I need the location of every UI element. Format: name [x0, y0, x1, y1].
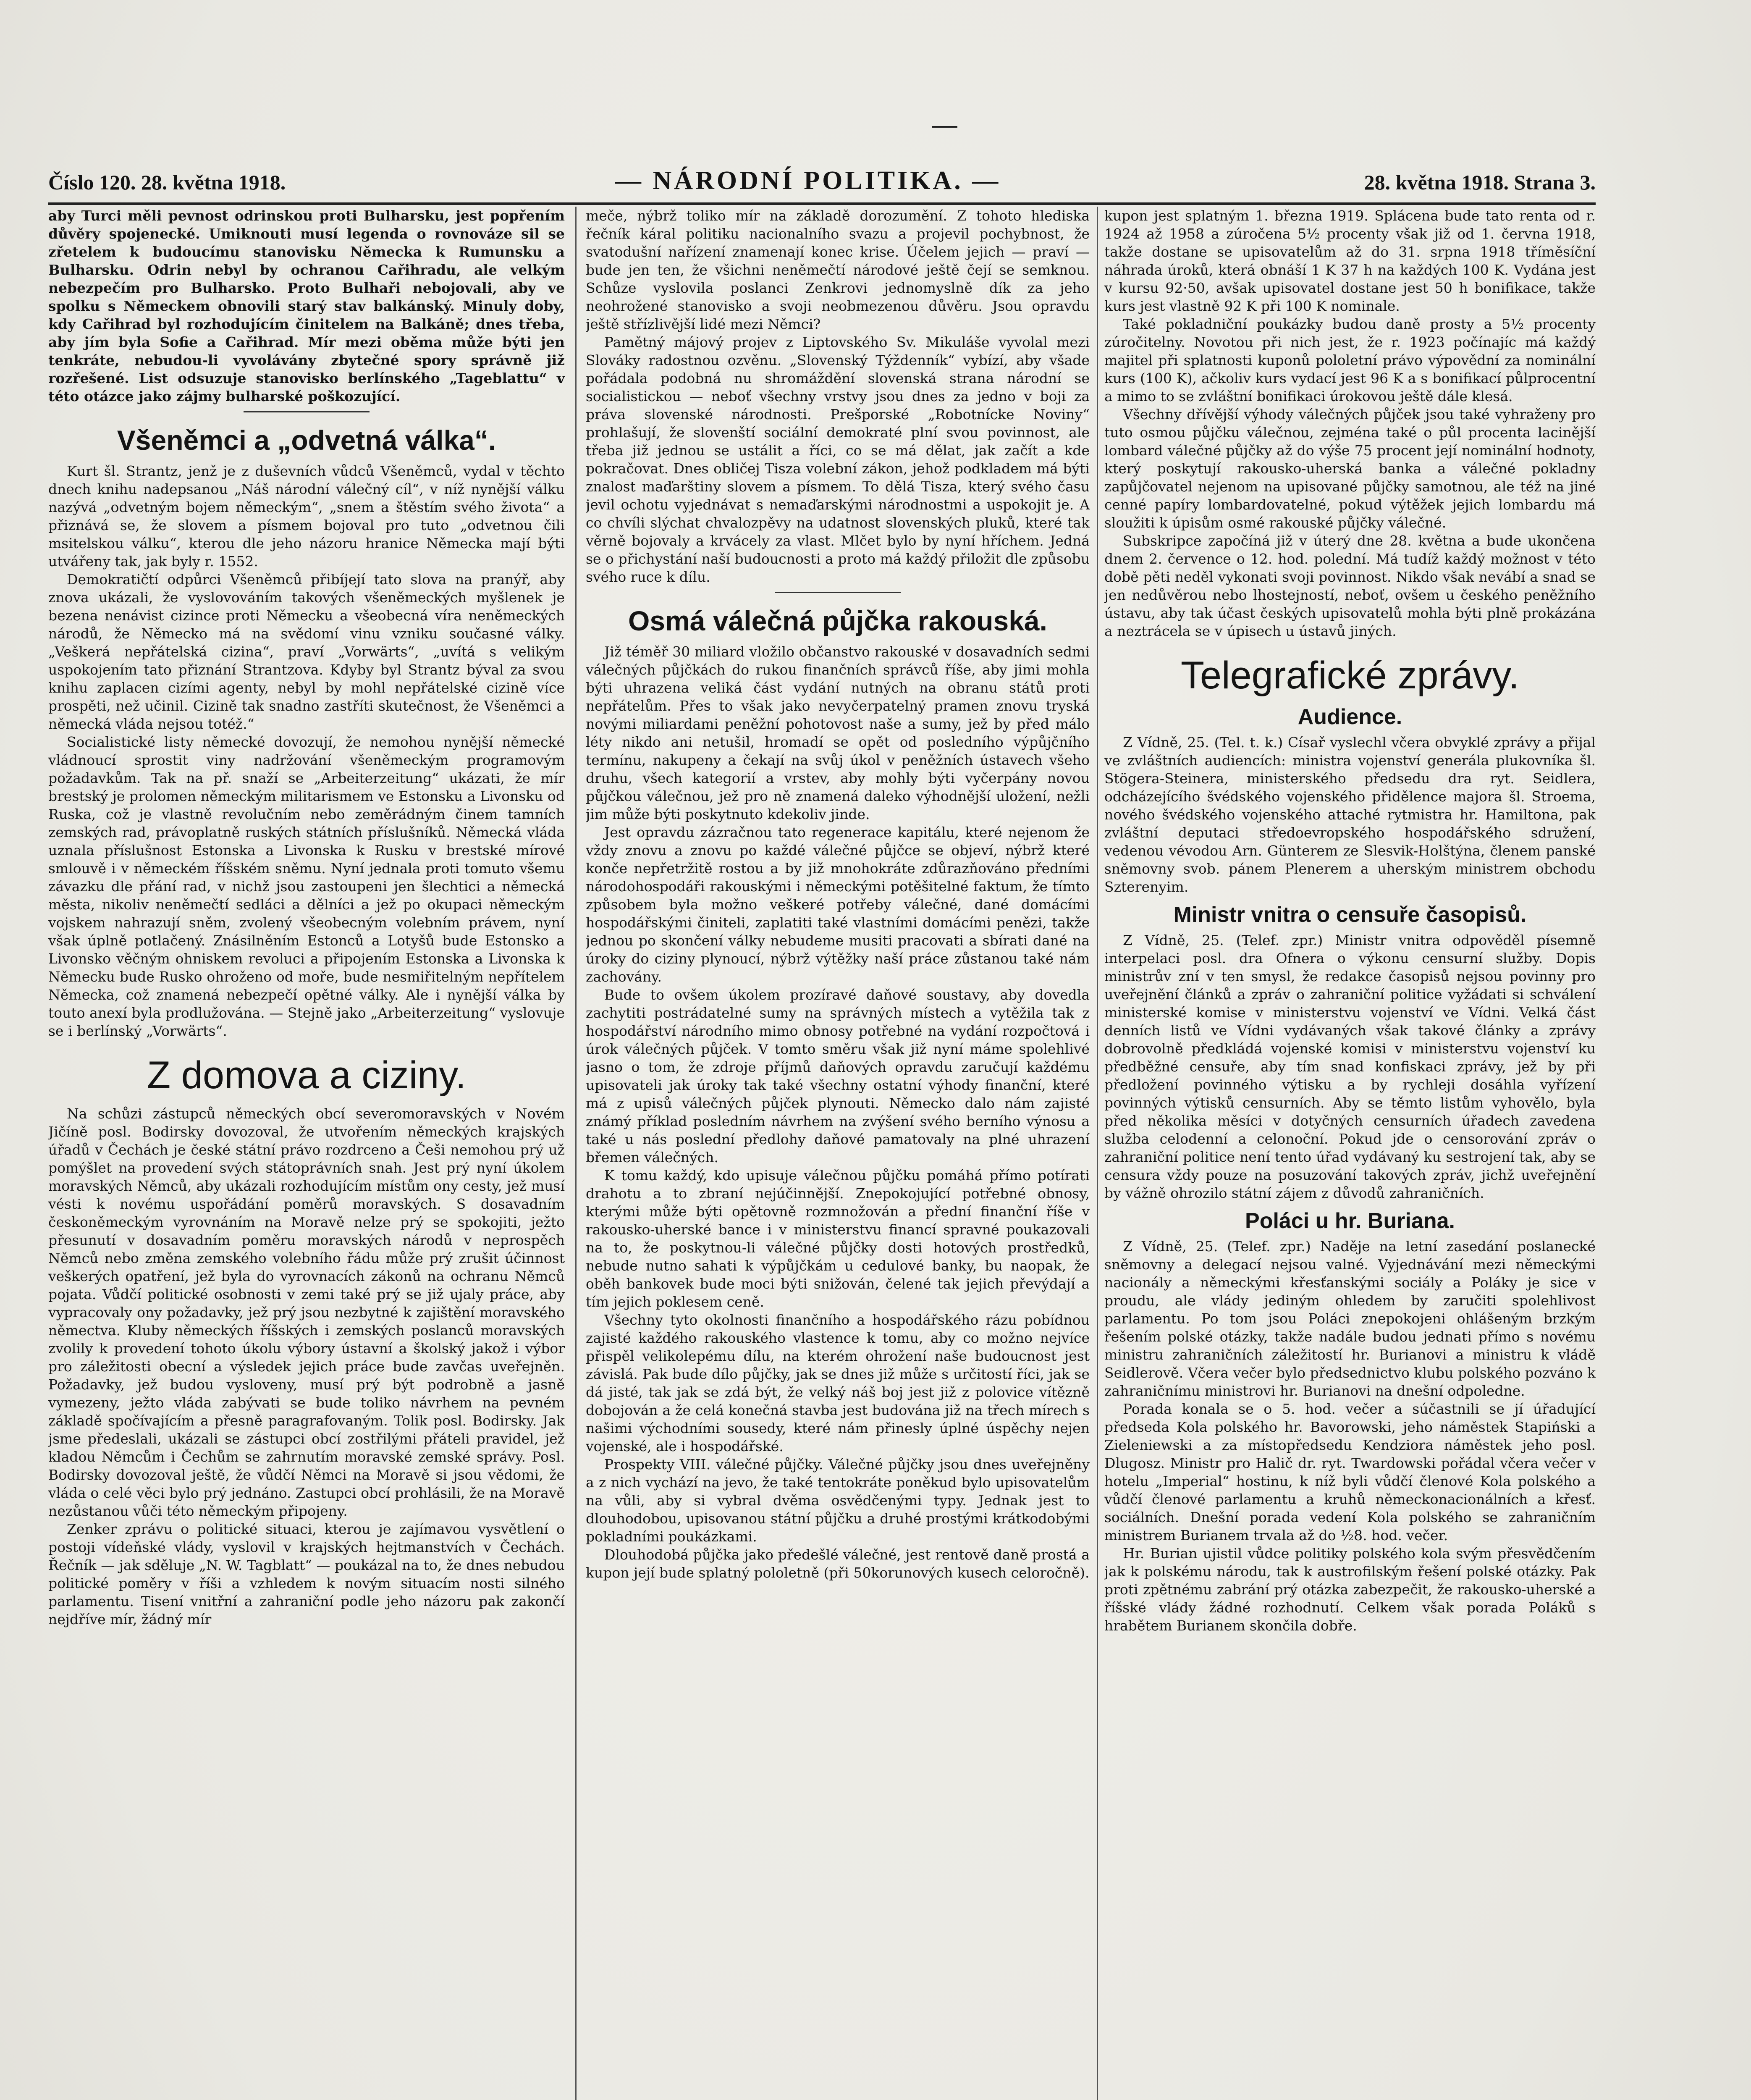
- news-paragraph: Porada konala se o 5. hod. večer a súčastnili se jí úřadující předseda Kola polského hr. Bavorowski, jeho náměstek Stapiński a Zieleniewski a za místopředsedu Kendziora náměstek jeho posl. Dlugosz. Ministr pro Halič dr. ryt. Twardowski pořádal včera večer v hotelu „Imperial“ hostinu, k níž byli vůdčí členové Kola polského a vůdčí členové parlamentu a kruhů německonacionálních a křesť. sociálních. Dnešní porada vedení Kola polského se zahraničním ministrem Burianem trvala až do ½8. hod. večer.: [1104, 1401, 1596, 1544]
- article-paragraph: Demokratičtí odpůrci Všeněmců přibíjejí tato slova na pranýř, aby znova ukázali, že vyslovováním takových všeněmeckých myšlenek je bezena nenávist cizince proti Německu a všeobecná víra neněmeckých národů, že Německo má na svědomí vinu vzniku současné války. „Veškerá nepřátelská cizina“, praví „Vorwärts“, „uvítá s velikým uspokojením tato přiznání Strantzova. Kdyby byl Strantz býval za svou knihu zaplacen cizími agenty, nebyl by mohl nepřátelské cizině více prospěti, než učinil. Cizině tak snadno zastříti skutečnost, že Všeněmci a německá vláda nejsou totéž.“: [48, 571, 565, 732]
- column-1: [48, 207, 565, 2100]
- article-paragraph: Také pokladniční poukázky budou daně prosty a 5½ procenty zúročitelny. Novotou při nich jest, že r. 1923 počínajíc má každý majitel při splatnosti kuponů pololetní právo výpovědní za nominální kurs (100 K), ačkoliv kurs vydací jest 96 K a s bonifikací půlprocentní a mimo to se zvláštní bonifikaci úrokovou ještě dále klesá.: [1104, 316, 1596, 404]
- page-mark: [932, 126, 957, 128]
- article-heading: Všeněmci a „odvetná válka“.: [117, 425, 496, 456]
- article-paragraph: Již téměř 30 miliard vložilo občanstvo rakouské v dosavadních sedmi válečných půjčkách do rukou finančních správců říše, aby jimi mohla býti uhrazena veliká část vydání nutných na obranu států proti nepřátelům. Přes to však jako nevyčerpatelný pramen znovu tryská novými miliardami peněžní pohotovost naše a sumy, jež by před málo léty nikdo ani netušil, hromadí se opět od posledního výpůjčního termínu, nakupeny a čekají na svůj úkol v peněžních ústavech všeho druhu, všech kategorií a vrstev, aby mohly býti vyčerpány novou půjčkou válečnou, jež pro ně znamená daleko výhodnější uložení, nežli jim může býti poskytnuto kdekoliv jinde.: [586, 643, 1090, 822]
- article-paragraph: K tomu každý, kdo upisuje válečnou půjčku pomáhá přímo potírati drahotu a to zbraní nejúčinnější. Znepokojující potřebné obnosy, kterými může býti opětovně rozmnožován a přední finanční říše v rakousko-uherské bance i v ministerstvu financí spravné poukazovali na to, že poskytnou-li válečné půjčky dosti hotových prostředků, nebude nutno sahati k výpůjčkám u cedulové banky, bu naopak, že oběh bankovek bude moci býti snižován, čelené tak jejich převýdají a tím jejich poklesem ceně.: [586, 1167, 1090, 1310]
- news-subheading: Poláci u hr. Buriana.: [1245, 1209, 1455, 1233]
- article-separator: [775, 592, 901, 593]
- article-paragraph: Socialistické listy německé dovozují, že nemohou nynější německé vládnoucí sprostit viny nadržování všeněmeckým programovým požadavkům. Tak na př. snaží se „Arbeiterzeitung“ ukázati, že mír brestský je prolomen německým militarismem ve Estonsku a Livonsku od Ruska, což je vlastně revolučním nebo zeměrádným činem tamních zemských rad, právoplatně ruských státních příslušníků. Německá vláda uznala příslušnost Estonska a Livonska k Rusku v brestské mírové smlouvě i v německém říšském sněmu. Nyní jednala proti tomuto všemu závazku dle přání rad, v nichž jsou zastoupeni jen šlechtici a německá města, nikoliv neněmečtí sedláci a dělníci a jež po okupaci německým vojskem nahrazují sněm, zvolený všeobecným volebním právem, nyní však úplně potlačený. Znásilněním Estonců a Lotyšů bude Estonsko a Livonsko věčným ohniskem revoluci a připojením Estonska a Livonska k Německu bude Rusko ohroženo od moře, bude nesmiřitelným nepřítelem Německa, což znamená nebezpečí opětné války. Ale i nynější válka by touto anexí byla prodlužována. — Stejně jako „Arbeiterzeitung“ vyslovuje se i berlínský „Vorwärts“.: [48, 734, 565, 1039]
- article-separator: [244, 411, 370, 412]
- article-paragraph: Jest opravdu zázračnou tato regenerace kapitálu, které nejenom že vždy znovu a znovu po každé válečné půjčce se objeví, nýbrž které konče nepřetržitě rostou a by již mnohokráte zdůrazňováno předními národohospodáři rakouskými i německými potěšitelné faktum, že tímto způsobem byla možno veškeré potřeby válečné, dané domácími hospodářskými činiteli, zaplatiti také vlastními domácími penězi, takže jednou po skončení války nebudeme musiti pracovati a sbírati dané na úroky do ciziny plynoucí, nýbrž výtěžky naší práce zůstanou také nám zachovány.: [586, 824, 1090, 985]
- article-paragraph: Pamětný májový projev z Liptovského Sv. Mikuláše vyvolal mezi Slováky radostnou ozvěnu. „Slovenský Týždenník“ vybízí, aby všade pořádala podobná nu shromáždění slovenská strana národní se socialistickou — neboť všechny vrstvy jsou dnes za jedno v boji za práva slovenské národnosti. Prešporské „Robotnícke Noviny“ prohlašují, že slovenští sociální demokraté plní svou povinnost, ale třeba již jednou se ustálit a říci, co se má dělat, jak začít a kde pokračovat. Dnes obličej Tisza volební zákon, jehož podkladem má býti znalost maďarštiny slovem a písmem. To dělá Tisza, který svého času jevil ochotu vyjednávat s nemaďarskými národnostmi a uspokojit je. A co chvíli slýchat chvalozpěvy na udatnost slovenských pluků, které tak věrně bojovaly a krvácely za vlast. Mlčet bylo by nyní hříchem. Jedná se o přichystání naší budoucnosti a proto má každý přiložit dle způsobu svého ruce k dílu.: [586, 334, 1090, 585]
- article-paragraph: Všechny dřívější výhody válečných půjček jsou také vyhraženy pro tuto osmou půjčku válečnou, zejména také o půl procenta lacinější lombard válečné půjčky až do výše 75 procent její nominální hodnoty, který poskytují rakousko-uherská banka a válečné pokladny zapůjčovatel nejenom na upisované půjčky samotnou, ale též na jiné cenné papíry lombardovatelné, pokud výtěžek jejich lombardu má sloužiti k úpisům osmé rakouské půjčky válečné.: [1104, 406, 1596, 531]
- news-subheading: Audience.: [1298, 705, 1402, 729]
- page-header: [48, 166, 1596, 200]
- news-paragraph: Hr. Burian ujistil vůdce politiky polského kola svým přesvědčením jak k polskému národu, tak k austrofilským řešení polské otázky. Pak proti zpětnému zabrání prý otázka zabezpečit, že rakousko-uherské a říšské vlády žádné rozhodnutí. Celkem však porada Poláků s hrabětem Burianem skončila dobře.: [1104, 1545, 1596, 1634]
- article-paragraph: Kurt šl. Strantz, jenž je z duševních vůdců Všeněmců, vydal v těchto dnech knihu nadepsanou „Náš národní válečný cíl“, v níž nynější válku nazývá „odvetným bojem německým“, „snem a štěstím svého života“ a přiznává se, že slovem a písmem bojoval pro tuto „odvetnou čili msitelskou válku“, kterou dle jeho názoru hranice Německa mají býti utvářeny tak, jak byly r. 1552.: [48, 463, 565, 570]
- news-subheading: Ministr vnitra o censuře časopisů.: [1173, 903, 1527, 927]
- news-paragraph: Z Vídně, 25. (Telef. zpr.) Ministr vnitra odpověděl písemně interpelaci posl. dra Ofnera o výkonu censurní služby. Dopis ministrův zní v ten smysl, že redakce časopisů nejsou povinny pro uveřejnění článků a zpráv o zahraniční politice vyžádati si schválení ministerské komise v ministerstvu vojenství ve Vídni. Velká část denních listů ve Vídni vydávaných však takové články a zprávy dobrovolně předkládá vojenské komisi v ministerstvu vojenství ku předběžné censuře, aby tím snad konfiskaci zprávy, jež by při předložení povinného výtisku a by rychleji dosáhla vyřízení povinných výtisků censurních. Aby se těmto listům vyhovělo, byla před několika měsíci v dotyčných censurních úřadech zavedena služba celodenní a celonoční. Pokud jde o censorování zpráv o zahraniční politice není tento úřad vydávaný ku sestrojení tak, aby se censura vždy pouze na posuzování takových zpráv, jichž uveřejnění by vážně ohrozilo státní zájem z důvodů zahraničních.: [1104, 932, 1596, 1201]
- article-continuation: kupon jest splatným 1. března 1919. Splácena bude tato renta od r. 1924 až 1958 a zúročena 5½ procenty však již od 1. června 1918, takže dostane se upisovatelům až do 31. srpna 1918 tříměsíční náhrada úroků, která obnáší 1 K 37 h na každých 100 K. Vydána jest v kursu 92·50, avšak upisovatel dostane jest 50 h bonifikace, takže kurs jest vlastně 92 K při 100 K nominale.: [1104, 207, 1596, 314]
- column-divider: [575, 207, 577, 2100]
- header-rule: [48, 202, 1596, 205]
- section-heading: Z domova a ciziny.: [147, 1054, 467, 1097]
- article-continuation: aby Turci měli pevnost odrinskou proti Bulharsku, jest popřením důvěry spojenecké. Umiknouti musí legenda o rovnováze sil se zřetelem k budoucímu stanovisku Německa k Rumunsku a Bulharsku. Odrin nebyl by ochranou Cařihradu, ale velkým nebezpečím pro Bulharsko. Proto Bulhaři nebojovali, aby ve spolku s Německem obnovili starý stav balkánský. Minuly doby, kdy Cařihrad byl rozhodujícím činitelem na Balkáně; dnes třeba, aby jím byla Sofie a Cařihrad. Mír mezi oběma může býti jen tenkráte, nebudou-li vyvolávány zbytečné spory správně již rozřešené. List odsuzuje stanovisko berlínského „Tageblattu“ v této otázce jako zájmy bulharské poškozující.: [48, 207, 565, 404]
- column-3: [1104, 207, 1596, 2100]
- date-page-number: 28. května 1918. Strana 3.: [1364, 171, 1596, 194]
- news-paragraph: Z Vídně, 25. (Telef. zpr.) Naděje na letní zasedání poslanecké sněmovny a delegací nejsou valné. Vyjednávání mezi německými nacionály a německými křesťanskými sociály a Poláky je sice v proudu, ale vlády jediným ohledem by zaručiti spolehlivost parlamentu. Po tom jsou Poláci znepokojeni ohlášeným brzkým řešením polské otázky, takže nadále budou jednati přímo s novému ministru zahraničních záležitostí hr. Burianovi a ministru k vládě Seidlerově. Včera večer bylo předsednictvo klubu polského pozváno k zahraničnímu ministrovi hr. Burianovi na dnešní odpoledne.: [1104, 1238, 1596, 1399]
- article-continuation: meče, nýbrž toliko mír na základě dorozumění. Z tohoto hlediska řečník káral politiku nacionalního svazu a projevil pochybnost, že svatodušní nařízení znamenají konec krise. Účelem jejich — praví — bude jen ten, že všichni neněmečtí národové ještě čejí se semknou. Schůze vyslovila poslanci Zenkrovi jednomyslně dík za jeho neohrožené stanovisko a svoji neobmezenou důvěru. Jsou opravdu ještě střízlivější lidé mezi Němci?: [586, 207, 1090, 332]
- article-paragraph: Na schůzi zástupců německých obcí severomoravských v Novém Jičíně posl. Bodirsky dovozoval, že utvořením německých krajských úřadů v Čechách je české státní právo rozdrceno a Češi nemohou prý už pomýšlet na provedení svých státoprávních snah. Jest prý nyní úkolem moravských Němců, aby ukázali rozhodujícím místům ony cesty, jež musí vésti k novému uspořádání poměrů moravských. S dosavadním českoněmeckým vyrovnáním na Moravě nelze prý se spokojiti, ježto přesunutí v dosavadním poměru moravských národů v neprospěch Němců nebo změna zemského volebního řádu může prý zrušit účinnost veškerých opatření, jež byla do vyrovnacích zákonů na ochranu Němců pojata. Vůdčí politické osobnosti v zemi také prý se již ujaly práce, aby vypracovaly ony požadavky, jež prý jsou nezbytné k zajištění moravského němectva. Kluby německých říšských i zemských poslanců moravských zvolily k provedení tohoto úkolu výbory ústavní a školský jakož i výbor pro záležitosti obecní a výsledek jejich práce bude zavčas uveřejněn. Požadavky, jež budou vysloveny, musí prý být podrobně a jasně vymezeny, ježto vláda zabývati se bude toliko návrhem na pevném základě spočívajícím a přesně paragrafovaným. Tolik posl. Bodirsky. Jak jsme předeslali, ukázali se zástupci obcí zostřilými přáteli pravidel, jež kladou Němcům i Čechům se zahrnutím moravské zemské správy. Posl. Bodirsky dovozoval ještě, že vůdčí Němci na Moravě si jsou vědomi, že vláda o celé věci bylo prý jednáno. Zastupci obcí prohlásili, že na Moravě nezůstanou vůči této německým připojeny.: [48, 1105, 565, 1519]
- article-paragraph: Všechny tyto okolnosti finančního a hospodářského rázu pobídnou zajisté každého rakouského vlastence k tomu, aby co možno nejvíce přispěl velikolepému dílu, na kterém ohrožení naše budoucnost jest závislá. Pak bude dílo půjčky, jak se dnes již může s určitostí říci, jak se dá jisté, tak jak se zdá být, že velký náš boj jest již z polovice vítězně dobojován a že celá konečná stavba jest budována již na třech mírech s našimi východními sousedy, které nám přinesly úplné úspěchy nejen vojenské, ale i hospodářské.: [586, 1312, 1090, 1454]
- section-heading: Telegrafické zprávy.: [1180, 654, 1520, 697]
- article-heading: Osmá válečná půjčka rakouská.: [628, 605, 1047, 636]
- article-paragraph: Prospekty VIII. válečné půjčky. Válečné půjčky jsou dnes uveřejněny a z nich vychází na jevo, že také tentokráte poněkud bylo upisovatelům na vůli, aby si vybral dvěma osvědčenými typy. Jednak jest to dlouhodobou, upisovanou státní půjčku a druhé prostými krátkodobými pokladními poukázkami.: [586, 1456, 1090, 1545]
- column-2: [586, 207, 1090, 2100]
- masthead-title: — NÁRODNÍ POLITIKA. —: [615, 166, 1001, 195]
- article-paragraph: Zenker zprávu o politické situaci, kterou je zajímavou vysvětlení o postoji vídeňské vlády, vyslovil v krajských hejtmanstvích v Čechách. Řečník — jak sděluje „N. W. Tagblatt“ — poukázal na to, že dnes nebudou politické poměry v říši a vzhledem k novým situacím nosti silného parlamentu. Tisení vnitřní a zahraniční podle jeho názoru pak zakončí nejdříve mír, žádný mír: [48, 1521, 565, 1628]
- article-paragraph: Subskripce započíná již v úterý dne 28. května a bude ukončena dnem 2. července o 12. hod. polední. Má tudíž každý možnost v této době pěti neděl vykonati svoji povinnost. Nikdo však nevábí a snad se jen nedůvěrou nebo lhostejností, neboť, ovšem u českého peněžního ústavu, aby tak účast českých upisovatelů mohla býti plně prokázána a neztrácela se v úpisech u ústavů jiných.: [1104, 533, 1596, 639]
- issue-number-date: Číslo 120. 28. května 1918.: [48, 171, 286, 194]
- article-paragraph: Bude to ovšem úkolem prozíravé daňové soustavy, aby dovedla zachytiti postrádatelné sumy na správných místech a vytěžila tak z hospodářství národního mimo obnosy potřebné na vydání rozpočtová i úrok válečných půjček. V tomto směru však již nyní máme spolehlivé jasno o tom, že zdroje příjmů daňových opravdu zaručují každému upisovateli jak úroky tak také všechny ostatní výhody finanční, které má z upisů válečných půjček plynouti. Německo dalo nám zajisté známý příklad posledním návrhem na zvýšení svého berního výnosu a také u nás poslední předlohy daňové pamatovaly na plné uhrazení břemen válečných.: [586, 987, 1090, 1166]
- column-divider: [1097, 207, 1098, 2100]
- news-paragraph: Z Vídně, 25. (Tel. t. k.) Císař vyslechl včera obvyklé zprávy a přijal ve zvláštních audiencích: ministra vojenství generála plukovníka šl. Stögera-Steinera, ministerského předsedu dra ryt. Seidlera, odcházejícího švédského vojenského přidělence majora šl. Stroema, nového švédského vojenského attaché rytmistra hr. Hamiltona, pak zvláštní deputaci středoevropského hospodářského sdružení, vedenou vévodou Arn. Günterem ze Slesvik-Holštýna, členem panské sněmovny svob. pánem Plenerem a uherským ministrem obchodu Szterenyim.: [1104, 734, 1596, 895]
- article-paragraph: Dlouhodobá půjčka jako předešlé válečné, jest rentově daně prostá a kupon její bude splatný pololetně (při 50korunových kusech celoročně).: [586, 1546, 1090, 1581]
